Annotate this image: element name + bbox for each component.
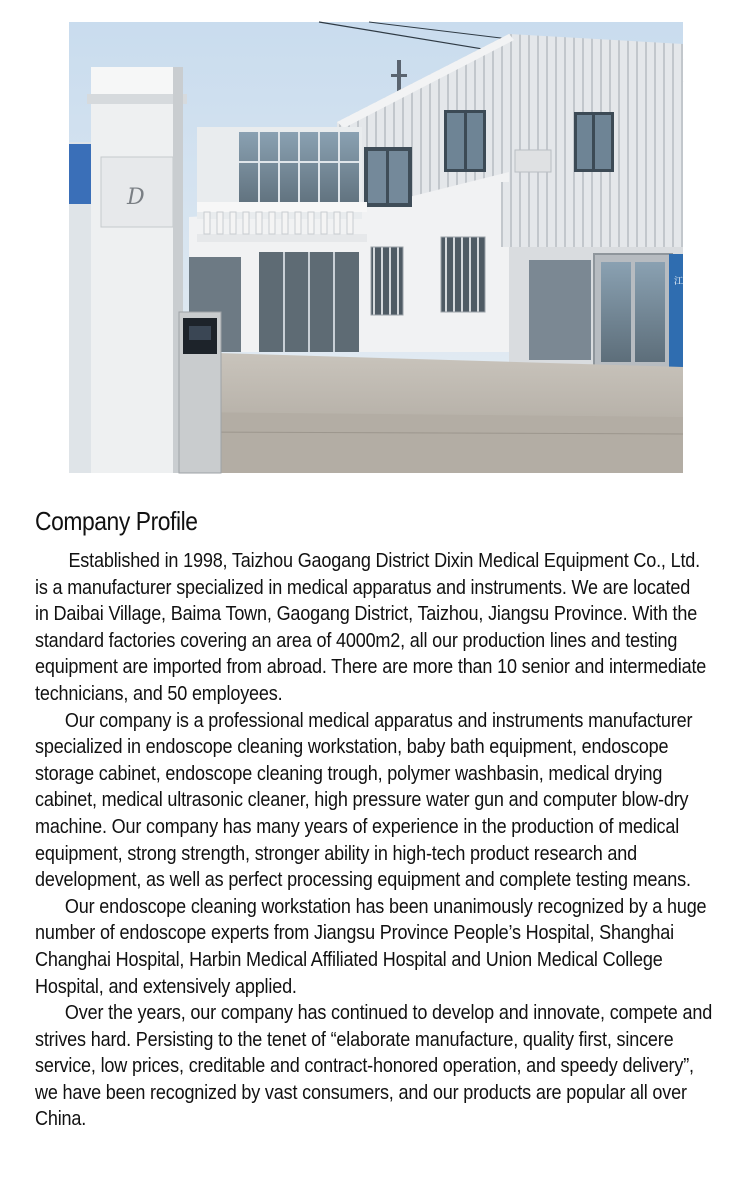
paragraph-4-line: China.	[35, 1107, 87, 1131]
pillar-sign-logo: D	[127, 185, 145, 210]
paragraph-3-line: Our endoscope cleaning workstation has been unanimously recognized by a huge	[64, 894, 707, 918]
paragraph-1-line: in Daibai Village, Baima Town, Gaogang District, Taizhou, Jiangsu Province. With the	[35, 602, 698, 626]
paragraph-1-line: technicians, and 50 employees.	[35, 681, 283, 705]
paragraph-2-line: specialized in endoscope cleaning workstation, baby bath equipment, endoscope	[35, 735, 669, 759]
paragraph-3-line: Changhai Hospital, Harbin Medical Affiliated Hospital and Union Medical College	[35, 947, 663, 971]
paragraph-4-line: Over the years, our company has continued to develop and innovate, compete and	[64, 1001, 713, 1025]
paragraph-2-line: machine. Our company has many years of experience in the production of medical	[35, 814, 680, 838]
paragraph-1-line: equipment are imported from abroad. There are more than 10 senior and intermediate	[35, 655, 707, 679]
paragraph-2-line: equipment, strong strength, stronger ability in high-tech product research and	[35, 841, 637, 865]
annex-sign-text: 江苏	[674, 277, 693, 287]
paragraph-1-line: standard factories covering an area of 4000m2, all our production lines and testing	[35, 628, 678, 652]
profile-heading: Company Profile	[35, 506, 198, 536]
paragraph-1-line: is a manufacturer specialized in medical apparatus and instruments. We are located	[35, 575, 691, 599]
paragraph-3-line: Hospital, and extensively applied.	[35, 974, 297, 998]
paragraph-2-line: Our company is a professional medical apparatus and instruments manufacturer	[64, 708, 693, 732]
profile-body	[35, 548, 721, 1133]
paragraph-2-line: development, as well as perfect processing equipment and complete testing means.	[35, 868, 691, 892]
paragraph-4-line: we have been recognized by vast consumers, and our products are popular all over	[35, 1080, 687, 1104]
paragraph-4-line: service, low prices, creditable and contract-honored operation, and speedy delivery”,	[35, 1054, 694, 1078]
paragraph-2-line: cabinet, medical ultrasonic cleaner, high pressure water gun and computer blow-dry	[35, 788, 689, 812]
paragraph-4-line: strives hard. Persisting to the tenet of “elaborate manufacture, quality first, sincere	[35, 1027, 674, 1051]
factory-photo	[69, 22, 693, 473]
paragraph-1-line: Established in 1998, Taizhou Gaogang District Dixin Medical Equipment Co., Ltd.	[68, 549, 700, 572]
paragraph-3-line: number of endoscope experts from Jiangsu Province People’s Hospital, Shanghai	[35, 921, 674, 945]
paragraph-2-line: storage cabinet, endoscope cleaning trough, polymer washbasin, medical drying	[35, 761, 663, 785]
